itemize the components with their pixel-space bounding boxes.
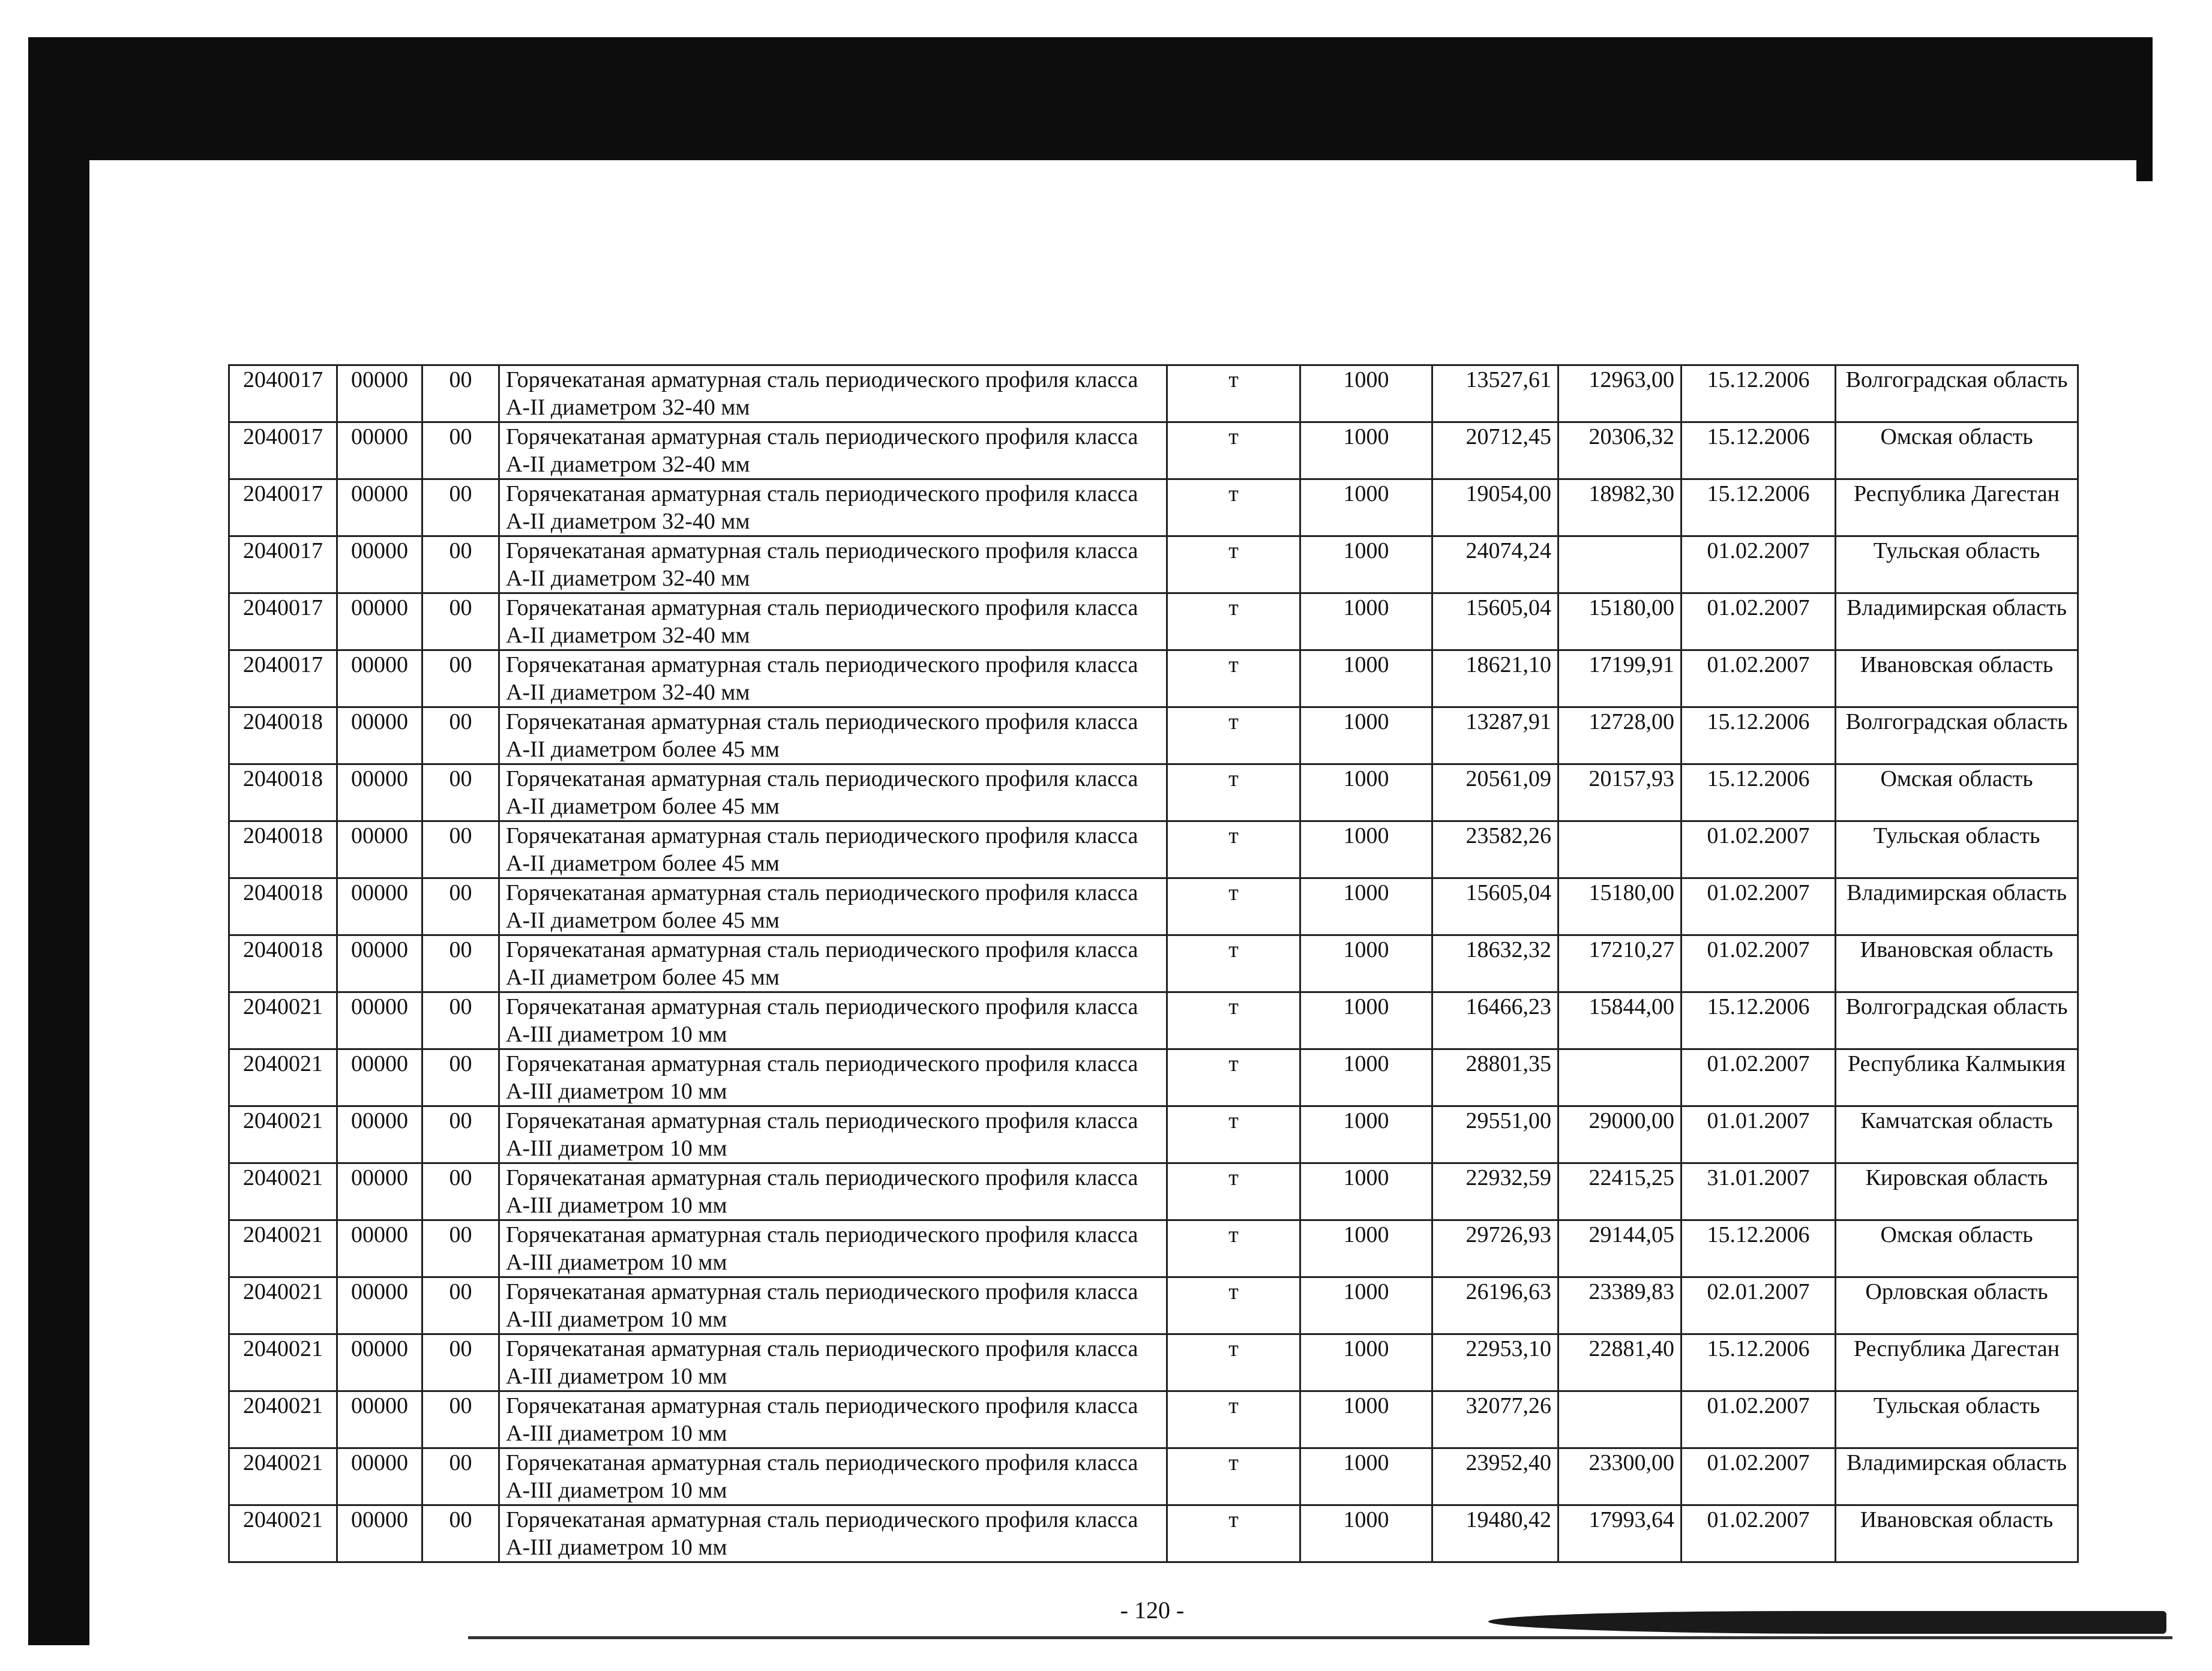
region-cell: Волгоградская область	[1836, 992, 2078, 1049]
extra-code-cell: 00	[422, 707, 499, 764]
table-row	[229, 1277, 2078, 1334]
subcode-cell: 00000	[337, 878, 422, 935]
extra-code-cell: 00	[422, 821, 499, 878]
unit-cell: т	[1167, 479, 1300, 536]
material-name-cell: Горячекатаная арматурная сталь периодического профиля класса А-III диаметром 10 мм	[499, 1106, 1167, 1163]
subcode-cell: 00000	[337, 1505, 422, 1562]
extra-code-cell: 00	[422, 1334, 499, 1391]
price-with-vat-cell: 18632,32	[1432, 935, 1558, 992]
price-with-vat-cell: 22932,59	[1432, 1163, 1558, 1220]
material-name-cell: Горячекатаная арматурная сталь периодического профиля класса А-II диаметром 32-40 мм	[499, 536, 1167, 593]
material-name-cell: Горячекатаная арматурная сталь периодического профиля класса А-II диаметром более 45 мм	[499, 764, 1167, 821]
region-cell: Владимирская область	[1836, 1448, 2078, 1505]
table-row	[229, 1220, 2078, 1277]
extra-code-cell: 00	[422, 1277, 499, 1334]
unit-cell: т	[1167, 1220, 1300, 1277]
material-name-cell: Горячекатаная арматурная сталь периодического профиля класса А-III диаметром 10 мм	[499, 1391, 1167, 1448]
unit-cell: т	[1167, 593, 1300, 650]
price-with-vat-cell: 16466,23	[1432, 992, 1558, 1049]
price-with-vat-cell: 15605,04	[1432, 878, 1558, 935]
extra-code-cell: 00	[422, 593, 499, 650]
item-code-cell: 2040021	[229, 1106, 337, 1163]
quantity-cell: 1000	[1300, 878, 1432, 935]
price-without-vat-cell: 15844,00	[1558, 992, 1682, 1049]
unit-cell: т	[1167, 878, 1300, 935]
page-corner	[89, 160, 125, 196]
subcode-cell: 00000	[337, 650, 422, 707]
region-cell: Тульская область	[1836, 821, 2078, 878]
price-with-vat-cell: 15605,04	[1432, 593, 1558, 650]
unit-cell: т	[1167, 1277, 1300, 1334]
region-cell: Республика Калмыкия	[1836, 1049, 2078, 1106]
extra-code-cell: 00	[422, 935, 499, 992]
extra-code-cell: 00	[422, 365, 499, 422]
price-without-vat-cell: 29144,05	[1558, 1220, 1682, 1277]
price-with-vat-cell: 18621,10	[1432, 650, 1558, 707]
item-code-cell: 2040021	[229, 1163, 337, 1220]
unit-cell: т	[1167, 422, 1300, 479]
material-name-cell: Горячекатаная арматурная сталь периодического профиля класса А-III диаметром 10 мм	[499, 1448, 1167, 1505]
table-body	[229, 365, 2078, 1562]
price-without-vat-cell: 22415,25	[1558, 1163, 1682, 1220]
date-cell: 15.12.2006	[1682, 764, 1836, 821]
region-cell: Камчатская область	[1836, 1106, 2078, 1163]
date-cell: 15.12.2006	[1682, 707, 1836, 764]
price-with-vat-cell: 23582,26	[1432, 821, 1558, 878]
extra-code-cell: 00	[422, 1220, 499, 1277]
quantity-cell: 1000	[1300, 821, 1432, 878]
date-cell: 15.12.2006	[1682, 365, 1836, 422]
item-code-cell: 2040021	[229, 1391, 337, 1448]
subcode-cell: 00000	[337, 365, 422, 422]
unit-cell: т	[1167, 1106, 1300, 1163]
subcode-cell: 00000	[337, 479, 422, 536]
item-code-cell: 2040021	[229, 1334, 337, 1391]
material-name-cell: Горячекатаная арматурная сталь периодического профиля класса А-III диаметром 10 мм	[499, 992, 1167, 1049]
price-without-vat-cell: 17210,27	[1558, 935, 1682, 992]
quantity-cell: 1000	[1300, 1220, 1432, 1277]
unit-cell: т	[1167, 821, 1300, 878]
unit-cell: т	[1167, 935, 1300, 992]
table-row	[229, 479, 2078, 536]
extra-code-cell: 00	[422, 878, 499, 935]
price-without-vat-cell: 23300,00	[1558, 1448, 1682, 1505]
item-code-cell: 2040017	[229, 365, 337, 422]
price-with-vat-cell: 19480,42	[1432, 1505, 1558, 1562]
extra-code-cell: 00	[422, 1106, 499, 1163]
material-name-cell: Горячекатаная арматурная сталь периодического профиля класса А-II диаметром более 45 мм	[499, 878, 1167, 935]
quantity-cell: 1000	[1300, 1277, 1432, 1334]
table-row	[229, 422, 2078, 479]
item-code-cell: 2040018	[229, 764, 337, 821]
date-cell: 31.01.2007	[1682, 1163, 1836, 1220]
price-with-vat-cell: 29726,93	[1432, 1220, 1558, 1277]
price-without-vat-cell: 29000,00	[1558, 1106, 1682, 1163]
region-cell: Тульская область	[1836, 536, 2078, 593]
table-row	[229, 536, 2078, 593]
item-code-cell: 2040018	[229, 821, 337, 878]
unit-cell: т	[1167, 1391, 1300, 1448]
quantity-cell: 1000	[1300, 593, 1432, 650]
item-code-cell: 2040021	[229, 1505, 337, 1562]
table-row	[229, 935, 2078, 992]
unit-cell: т	[1167, 365, 1300, 422]
date-cell: 01.01.2007	[1682, 1106, 1836, 1163]
subcode-cell: 00000	[337, 764, 422, 821]
price-table	[228, 364, 2079, 1563]
subcode-cell: 00000	[337, 593, 422, 650]
price-with-vat-cell: 13527,61	[1432, 365, 1558, 422]
table-row	[229, 1106, 2078, 1163]
price-without-vat-cell: 17199,91	[1558, 650, 1682, 707]
price-with-vat-cell: 20561,09	[1432, 764, 1558, 821]
item-code-cell: 2040017	[229, 479, 337, 536]
price-without-vat-cell	[1558, 821, 1682, 878]
region-cell: Волгоградская область	[1836, 365, 2078, 422]
date-cell: 15.12.2006	[1682, 422, 1836, 479]
subcode-cell: 00000	[337, 536, 422, 593]
extra-code-cell: 00	[422, 479, 499, 536]
table-row	[229, 1391, 2078, 1448]
quantity-cell: 1000	[1300, 1049, 1432, 1106]
unit-cell: т	[1167, 1334, 1300, 1391]
price-with-vat-cell: 24074,24	[1432, 536, 1558, 593]
price-with-vat-cell: 26196,63	[1432, 1277, 1558, 1334]
date-cell: 01.02.2007	[1682, 821, 1836, 878]
item-code-cell: 2040018	[229, 707, 337, 764]
table-row	[229, 1334, 2078, 1391]
table-row	[229, 650, 2078, 707]
material-name-cell: Горячекатаная арматурная сталь периодического профиля класса А-II диаметром более 45 мм	[499, 707, 1167, 764]
quantity-cell: 1000	[1300, 764, 1432, 821]
price-without-vat-cell: 12728,00	[1558, 707, 1682, 764]
date-cell: 15.12.2006	[1682, 1334, 1836, 1391]
material-name-cell: Горячекатаная арматурная сталь периодического профиля класса А-II диаметром 32-40 мм	[499, 479, 1167, 536]
item-code-cell: 2040017	[229, 536, 337, 593]
quantity-cell: 1000	[1300, 650, 1432, 707]
quantity-cell: 1000	[1300, 1334, 1432, 1391]
price-without-vat-cell	[1558, 1049, 1682, 1106]
extra-code-cell: 00	[422, 1163, 499, 1220]
material-name-cell: Горячекатаная арматурная сталь периодического профиля класса А-II диаметром 32-40 мм	[499, 593, 1167, 650]
region-cell: Владимирская область	[1836, 878, 2078, 935]
quantity-cell: 1000	[1300, 1505, 1432, 1562]
price-with-vat-cell: 29551,00	[1432, 1106, 1558, 1163]
material-name-cell: Горячекатаная арматурная сталь периодического профиля класса А-II диаметром 32-40 мм	[499, 365, 1167, 422]
extra-code-cell: 00	[422, 536, 499, 593]
region-cell: Омская область	[1836, 1220, 2078, 1277]
subcode-cell: 00000	[337, 1448, 422, 1505]
price-with-vat-cell: 28801,35	[1432, 1049, 1558, 1106]
price-without-vat-cell	[1558, 536, 1682, 593]
region-cell: Республика Дагестан	[1836, 1334, 2078, 1391]
date-cell: 15.12.2006	[1682, 1220, 1836, 1277]
item-code-cell: 2040021	[229, 1277, 337, 1334]
subcode-cell: 00000	[337, 1049, 422, 1106]
quantity-cell: 1000	[1300, 707, 1432, 764]
price-without-vat-cell: 22881,40	[1558, 1334, 1682, 1391]
quantity-cell: 1000	[1300, 935, 1432, 992]
item-code-cell: 2040017	[229, 422, 337, 479]
unit-cell: т	[1167, 1505, 1300, 1562]
date-cell: 01.02.2007	[1682, 878, 1836, 935]
unit-cell: т	[1167, 1448, 1300, 1505]
item-code-cell: 2040017	[229, 593, 337, 650]
quantity-cell: 1000	[1300, 1391, 1432, 1448]
region-cell: Ивановская область	[1836, 650, 2078, 707]
price-with-vat-cell: 20712,45	[1432, 422, 1558, 479]
unit-cell: т	[1167, 650, 1300, 707]
extra-code-cell: 00	[422, 1448, 499, 1505]
region-cell: Ивановская область	[1836, 935, 2078, 992]
table-row	[229, 365, 2078, 422]
date-cell: 15.12.2006	[1682, 479, 1836, 536]
price-without-vat-cell: 15180,00	[1558, 878, 1682, 935]
subcode-cell: 00000	[337, 1220, 422, 1277]
footer-rule	[468, 1636, 2172, 1639]
price-without-vat-cell: 18982,30	[1558, 479, 1682, 536]
material-name-cell: Горячекатаная арматурная сталь периодического профиля класса А-III диаметром 10 мм	[499, 1277, 1167, 1334]
date-cell: 01.02.2007	[1682, 593, 1836, 650]
material-name-cell: Горячекатаная арматурная сталь периодического профиля класса А-III диаметром 10 мм	[499, 1163, 1167, 1220]
subcode-cell: 00000	[337, 935, 422, 992]
table-row	[229, 1505, 2078, 1562]
material-name-cell: Горячекатаная арматурная сталь периодического профиля класса А-II диаметром более 45 мм	[499, 935, 1167, 992]
region-cell: Ивановская область	[1836, 1505, 2078, 1562]
quantity-cell: 1000	[1300, 1163, 1432, 1220]
page-number: - 120 -	[1120, 1597, 1185, 1624]
subcode-cell: 00000	[337, 992, 422, 1049]
quantity-cell: 1000	[1300, 1448, 1432, 1505]
scan-border-left	[28, 37, 89, 1645]
region-cell: Омская область	[1836, 422, 2078, 479]
material-name-cell: Горячекатаная арматурная сталь периодического профиля класса А-II диаметром более 45 мм	[499, 821, 1167, 878]
table-row	[229, 992, 2078, 1049]
quantity-cell: 1000	[1300, 365, 1432, 422]
material-name-cell: Горячекатаная арматурная сталь периодического профиля класса А-III диаметром 10 мм	[499, 1220, 1167, 1277]
material-name-cell: Горячекатаная арматурная сталь периодического профиля класса А-III диаметром 10 мм	[499, 1334, 1167, 1391]
item-code-cell: 2040021	[229, 1448, 337, 1505]
unit-cell: т	[1167, 764, 1300, 821]
table-row	[229, 593, 2078, 650]
price-with-vat-cell: 23952,40	[1432, 1448, 1558, 1505]
scan-border-top	[28, 37, 2153, 160]
material-name-cell: Горячекатаная арматурная сталь периодического профиля класса А-III диаметром 10 мм	[499, 1049, 1167, 1106]
extra-code-cell: 00	[422, 650, 499, 707]
date-cell: 15.12.2006	[1682, 992, 1836, 1049]
unit-cell: т	[1167, 1049, 1300, 1106]
unit-cell: т	[1167, 992, 1300, 1049]
price-without-vat-cell	[1558, 1391, 1682, 1448]
item-code-cell: 2040021	[229, 1049, 337, 1106]
extra-code-cell: 00	[422, 1049, 499, 1106]
subcode-cell: 00000	[337, 1163, 422, 1220]
unit-cell: т	[1167, 707, 1300, 764]
subcode-cell: 00000	[337, 1106, 422, 1163]
subcode-cell: 00000	[337, 707, 422, 764]
region-cell: Республика Дагестан	[1836, 479, 2078, 536]
material-name-cell: Горячекатаная арматурная сталь периодического профиля класса А-II диаметром 32-40 мм	[499, 422, 1167, 479]
date-cell: 01.02.2007	[1682, 935, 1836, 992]
price-with-vat-cell: 32077,26	[1432, 1391, 1558, 1448]
table-row	[229, 878, 2078, 935]
table-row	[229, 1049, 2078, 1106]
date-cell: 01.02.2007	[1682, 1505, 1836, 1562]
date-cell: 01.02.2007	[1682, 650, 1836, 707]
price-with-vat-cell: 19054,00	[1432, 479, 1558, 536]
region-cell: Кировская область	[1836, 1163, 2078, 1220]
subcode-cell: 00000	[337, 1277, 422, 1334]
date-cell: 01.02.2007	[1682, 1391, 1836, 1448]
scan-border-right	[2136, 37, 2153, 181]
date-cell: 02.01.2007	[1682, 1277, 1836, 1334]
price-without-vat-cell: 20157,93	[1558, 764, 1682, 821]
extra-code-cell: 00	[422, 422, 499, 479]
unit-cell: т	[1167, 1163, 1300, 1220]
price-without-vat-cell: 17993,64	[1558, 1505, 1682, 1562]
extra-code-cell: 00	[422, 992, 499, 1049]
extra-code-cell: 00	[422, 1391, 499, 1448]
subcode-cell: 00000	[337, 422, 422, 479]
footer-smudge	[1488, 1611, 2166, 1634]
quantity-cell: 1000	[1300, 422, 1432, 479]
quantity-cell: 1000	[1300, 536, 1432, 593]
table-row	[229, 1448, 2078, 1505]
material-name-cell: Горячекатаная арматурная сталь периодического профиля класса А-III диаметром 10 мм	[499, 1505, 1167, 1562]
price-without-vat-cell: 20306,32	[1558, 422, 1682, 479]
quantity-cell: 1000	[1300, 479, 1432, 536]
price-without-vat-cell: 23389,83	[1558, 1277, 1682, 1334]
item-code-cell: 2040021	[229, 992, 337, 1049]
quantity-cell: 1000	[1300, 1106, 1432, 1163]
item-code-cell: 2040018	[229, 878, 337, 935]
region-cell: Омская область	[1836, 764, 2078, 821]
subcode-cell: 00000	[337, 1391, 422, 1448]
price-without-vat-cell: 12963,00	[1558, 365, 1682, 422]
table-row	[229, 707, 2078, 764]
price-without-vat-cell: 15180,00	[1558, 593, 1682, 650]
extra-code-cell: 00	[422, 764, 499, 821]
item-code-cell: 2040017	[229, 650, 337, 707]
date-cell: 01.02.2007	[1682, 1049, 1836, 1106]
region-cell: Орловская область	[1836, 1277, 2078, 1334]
item-code-cell: 2040018	[229, 935, 337, 992]
table-row	[229, 821, 2078, 878]
unit-cell: т	[1167, 536, 1300, 593]
price-with-vat-cell: 22953,10	[1432, 1334, 1558, 1391]
table-row	[229, 1163, 2078, 1220]
price-with-vat-cell: 13287,91	[1432, 707, 1558, 764]
subcode-cell: 00000	[337, 821, 422, 878]
item-code-cell: 2040021	[229, 1220, 337, 1277]
material-name-cell: Горячекатаная арматурная сталь периодического профиля класса А-II диаметром 32-40 мм	[499, 650, 1167, 707]
region-cell: Волгоградская область	[1836, 707, 2078, 764]
subcode-cell: 00000	[337, 1334, 422, 1391]
extra-code-cell: 00	[422, 1505, 499, 1562]
date-cell: 01.02.2007	[1682, 1448, 1836, 1505]
table-row	[229, 764, 2078, 821]
region-cell: Тульская область	[1836, 1391, 2078, 1448]
date-cell: 01.02.2007	[1682, 536, 1836, 593]
region-cell: Владимирская область	[1836, 593, 2078, 650]
quantity-cell: 1000	[1300, 992, 1432, 1049]
